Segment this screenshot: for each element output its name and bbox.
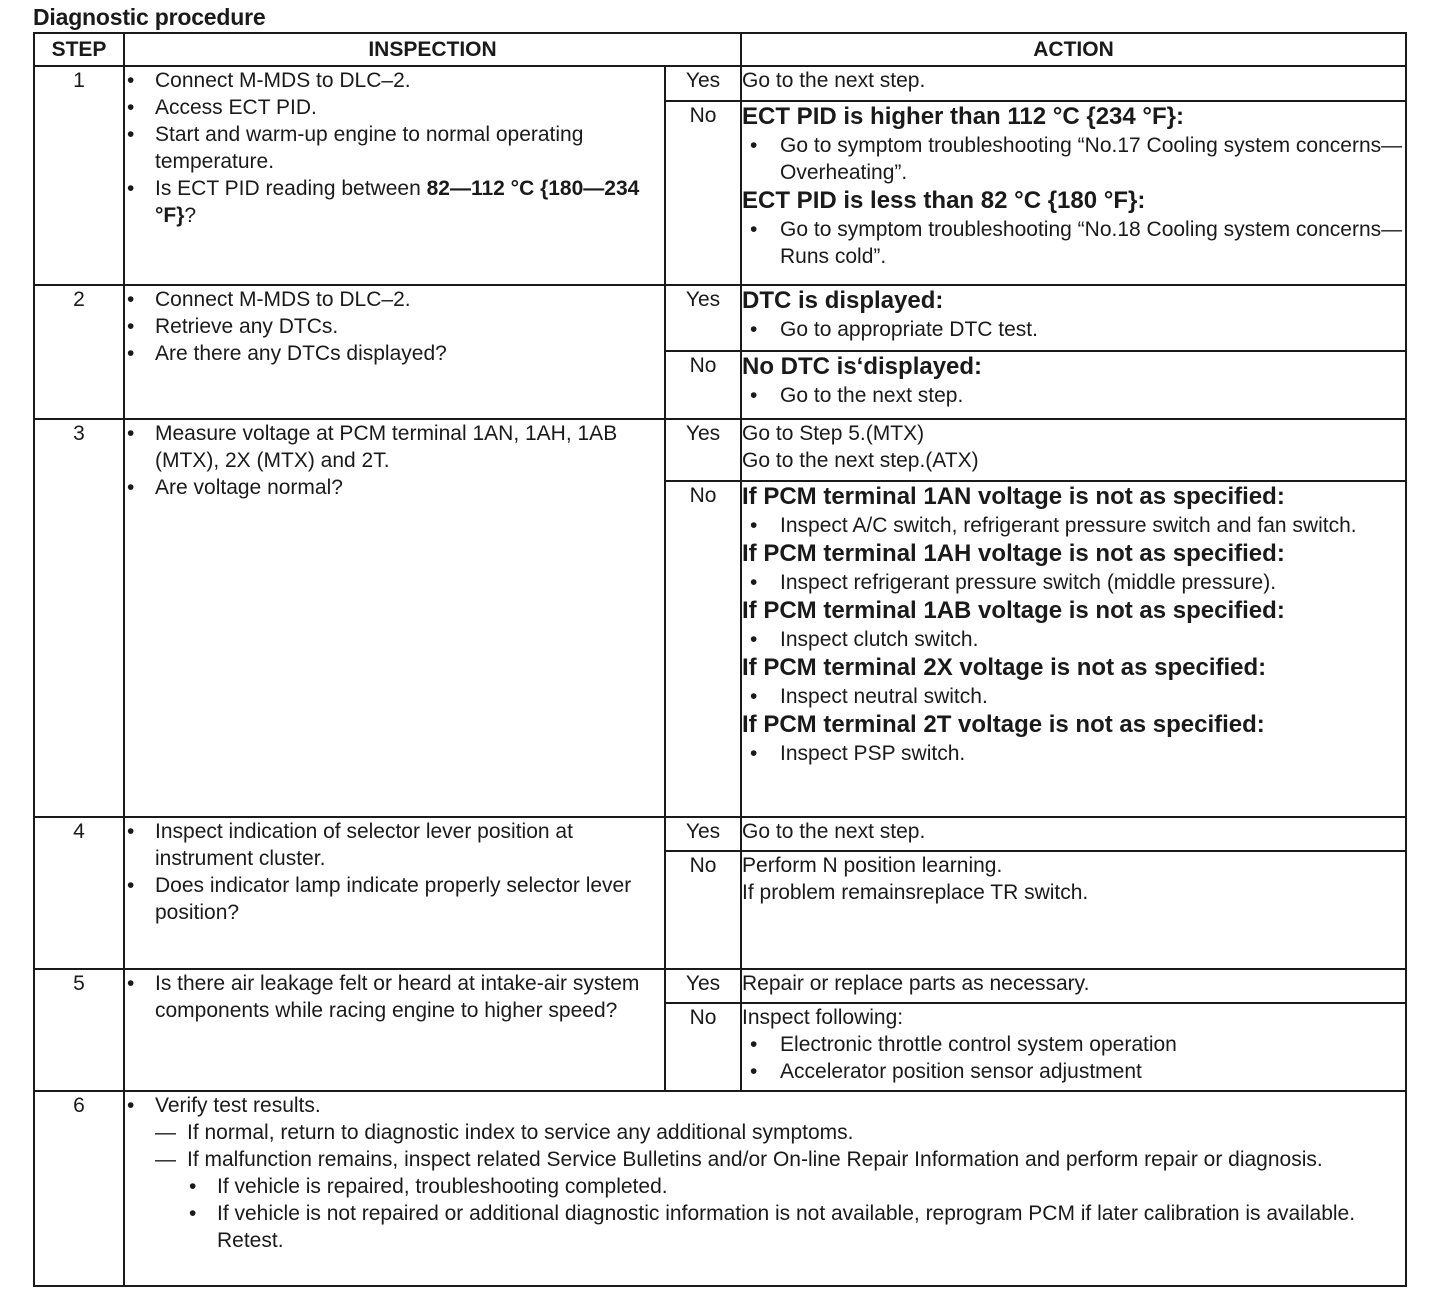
- condition-heading: DTC is displayed:: [742, 287, 944, 314]
- header-step: STEP: [34, 33, 124, 66]
- inspection-list: [125, 818, 664, 926]
- list-item: • Start and warm-up engine to normal operating temperature.: [125, 121, 664, 175]
- list-item: • Accelerator position sensor adjustment: [742, 1058, 1405, 1085]
- action-cell: [741, 1003, 1406, 1091]
- question-text: Is ECT PID reading between: [155, 177, 427, 200]
- list-item: • Is there air leakage felt or heard at intake-air system components while racing engine to higher speed?: [125, 970, 664, 1024]
- step-number: 1: [34, 66, 124, 285]
- table-row: [34, 817, 1406, 851]
- condition-heading: ECT PID is higher than 112 °C {234 °F}:: [742, 103, 1184, 130]
- action-list: [742, 316, 1405, 343]
- action-cell: Go to the next step.: [741, 66, 1406, 101]
- list-item: • Connect M-MDS to DLC–2.: [125, 286, 664, 313]
- inspection-cell: [124, 817, 665, 969]
- condition-heading: If PCM terminal 1AB voltage is not as specified:: [742, 597, 1285, 624]
- inspection-list: [125, 1092, 1391, 1254]
- inspection-list: [125, 420, 664, 501]
- list-item: [125, 175, 664, 229]
- condition-heading: If PCM terminal 1AN voltage is not as specified:: [742, 483, 1285, 510]
- no-label: No: [665, 1003, 741, 1091]
- header-action: ACTION: [741, 33, 1406, 66]
- list-item: • If vehicle is not repaired or additional diagnostic information is not available, reprogram PCM if later calibration is available. Retest.: [187, 1200, 1391, 1254]
- action-cell: Go to the next step.: [741, 817, 1406, 851]
- diagnostic-table: [33, 32, 1407, 1287]
- inspection-list: [125, 67, 664, 229]
- table-row: [34, 419, 1406, 481]
- sub-list: [155, 1173, 1391, 1254]
- no-label: No: [665, 481, 741, 817]
- table-row: [34, 285, 1406, 351]
- list-item: • Inspect refrigerant pressure switch (middle pressure).: [742, 569, 1405, 596]
- question-range: 82—112 °C {180—234 °F}: [155, 177, 640, 227]
- action-cell: [741, 101, 1406, 285]
- list-item: • Electronic throttle control system operation: [742, 1031, 1405, 1058]
- list-item: • Go to the next step.: [742, 382, 1405, 409]
- table-row: [34, 1091, 1406, 1286]
- inspection-list: [125, 286, 664, 367]
- question-end: ?: [184, 204, 197, 227]
- step-number: 2: [34, 285, 124, 419]
- header-inspection: INSPECTION: [124, 33, 741, 66]
- action-cell: [741, 285, 1406, 351]
- list-item: • Go to symptom troubleshooting “No.17 Cooling system concerns—Overheating”.: [742, 132, 1405, 186]
- list-item: • Inspect clutch switch.: [742, 626, 1405, 653]
- list-item: • Go to appropriate DTC test.: [742, 316, 1405, 343]
- dash-text: If malfunction remains, inspect related Service Bulletins and/or On-line Repair Information and perform repair or diagnosis.: [187, 1148, 1323, 1171]
- verify-text: • Verify test results.: [155, 1094, 321, 1117]
- condition-heading: No DTC is‘displayed:: [742, 353, 983, 380]
- action-list: [742, 626, 1405, 653]
- action-line: Go to Step 5.(MTX): [742, 422, 925, 445]
- inspection-cell: [124, 419, 665, 817]
- action-cell: [741, 351, 1406, 419]
- yes-label: Yes: [665, 66, 741, 101]
- step-number: 6: [34, 1091, 124, 1286]
- list-item: • Are there any DTCs displayed?: [125, 340, 664, 367]
- step-number: 5: [34, 969, 124, 1091]
- yes-label: Yes: [665, 419, 741, 481]
- table-row: [34, 969, 1406, 1003]
- list-item: • Does indicator lamp indicate properly selector lever position?: [125, 872, 664, 926]
- dash-text: If normal, return to diagnostic index to service any additional symptoms.: [187, 1121, 854, 1144]
- list-item: • Retrieve any DTCs.: [125, 313, 664, 340]
- action-list: [742, 382, 1405, 409]
- list-item: [125, 1092, 1391, 1254]
- page-title: Diagnostic procedure: [33, 4, 266, 30]
- list-item: • Measure voltage at PCM terminal 1AN, 1AH, 1AB (MTX), 2X (MTX) and 2T.: [125, 420, 664, 474]
- list-item: • If vehicle is repaired, troubleshooting completed.: [187, 1173, 1391, 1200]
- inspection-cell: [124, 66, 665, 285]
- action-line: Inspect following:: [742, 1006, 904, 1029]
- list-item: • Access ECT PID.: [125, 94, 664, 121]
- dash-item: [155, 1119, 1391, 1146]
- list-item: • Go to symptom troubleshooting “No.18 Cooling system concerns—Runs cold”.: [742, 216, 1405, 270]
- inspection-list: [125, 970, 664, 1024]
- yes-label: Yes: [665, 285, 741, 351]
- no-label: No: [665, 101, 741, 285]
- action-cell: [741, 851, 1406, 969]
- condition-heading: If PCM terminal 2T voltage is not as specified:: [742, 711, 1265, 738]
- step-number: 4: [34, 817, 124, 969]
- action-line: If problem remainsreplace TR switch.: [742, 881, 1089, 904]
- action-list: [742, 1031, 1405, 1085]
- table-row: [34, 66, 1406, 101]
- action-cell: Repair or replace parts as necessary.: [741, 969, 1406, 1003]
- action-list: [742, 683, 1405, 710]
- inspection-cell: [124, 969, 665, 1091]
- action-list: [742, 740, 1405, 767]
- yes-label: Yes: [665, 969, 741, 1003]
- dash-item: [155, 1146, 1391, 1173]
- action-list: [742, 512, 1405, 539]
- action-line: Go to the next step.(ATX): [742, 449, 979, 472]
- condition-heading: If PCM terminal 1AH voltage is not as specified:: [742, 540, 1285, 567]
- yes-label: Yes: [665, 817, 741, 851]
- action-cell: [741, 419, 1406, 481]
- dash-mark: —: [155, 1148, 176, 1171]
- action-list: [742, 216, 1405, 270]
- action-list: [742, 132, 1405, 186]
- list-item: • Inspect PSP switch.: [742, 740, 1405, 767]
- list-item: • Inspect indication of selector lever position at instrument cluster.: [125, 818, 664, 872]
- step-number: 3: [34, 419, 124, 817]
- inspection-cell: [124, 1091, 1406, 1286]
- header-row: [34, 33, 1406, 66]
- no-label: No: [665, 351, 741, 419]
- action-cell: [741, 481, 1406, 817]
- condition-heading: If PCM terminal 2X voltage is not as specified:: [742, 654, 1267, 681]
- list-item: • Are voltage normal?: [125, 474, 664, 501]
- no-label: No: [665, 851, 741, 969]
- action-line: Perform N position learning.: [742, 854, 1003, 877]
- list-item: • Connect M-MDS to DLC–2.: [125, 67, 664, 94]
- condition-heading: ECT PID is less than 82 °C {180 °F}:: [742, 187, 1146, 214]
- dash-mark: —: [155, 1121, 176, 1144]
- list-item: • Inspect A/C switch, refrigerant pressure switch and fan switch.: [742, 512, 1405, 539]
- action-list: [742, 569, 1405, 596]
- list-item: • Inspect neutral switch.: [742, 683, 1405, 710]
- inspection-cell: [124, 285, 665, 419]
